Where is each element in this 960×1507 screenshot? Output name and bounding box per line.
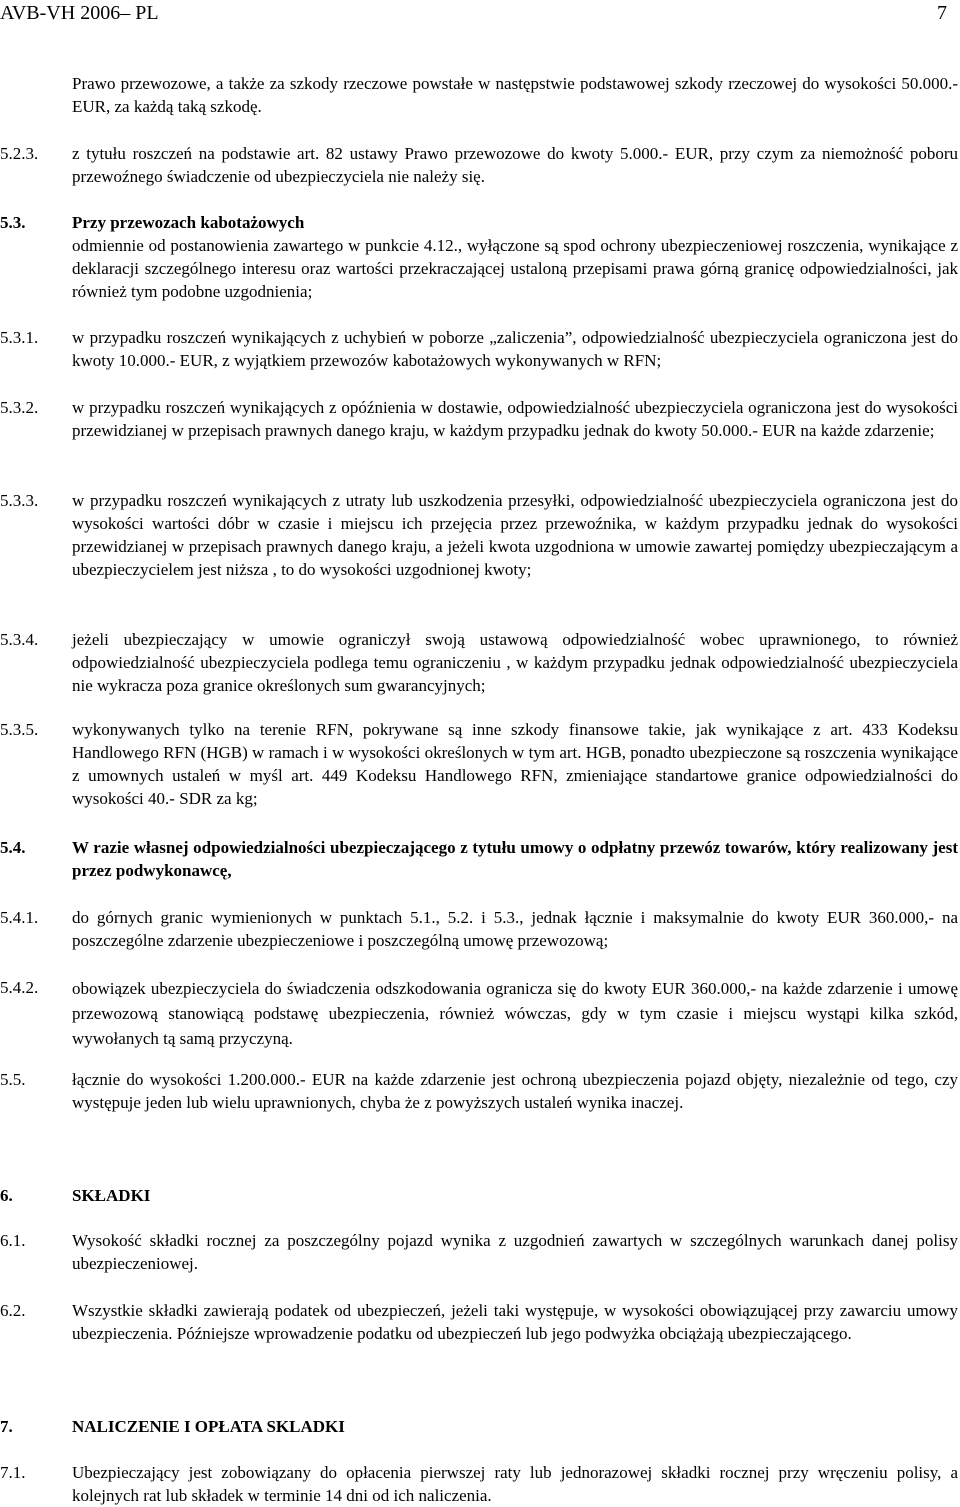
section-number: 5.2.3. bbox=[0, 144, 39, 163]
section-text: wykonywanych tylko na terenie RFN, pokrywane są inne szkody finansowe takie, jak wynikające z art. 433 Kodeksu Handlowego RFN (HGB) w ramach i w wysokości określonych w tym art. HGB, ponadto ubezpieczone są roszczenia wynikające z umownych ustaleń w myśl art. 449 Kodeksu Handlowego RFN, zmieniające standartowe granice odpowiedzialności do wysokości 40.- SDR za kg; bbox=[72, 720, 958, 808]
document-title: AVB-VH 2006– PL bbox=[0, 2, 159, 24]
section-number: 7.1. bbox=[0, 1463, 26, 1482]
section-5-3-text: odmiennie od postanowienia zawartego w punkcie 4.12., wyłączone są spod ochrony ubezpieczeniowej roszczenia, wynikające z deklaracji szczególnego interesu oraz wartości przekraczającej ustaloną przepisami prawa górną granicę odpowiedzialności, jak również tym podobne uzgodnienia; bbox=[72, 236, 958, 301]
section-text: do górnych granic wymienionych w punktach 5.1., 5.2. i 5.3., jednak łącznie i maksymalnie do kwoty EUR 360.000,- na poszczególne zdarzenie ubezpieczeniowe i poszczególną umowę przewozową; bbox=[72, 908, 958, 950]
section-text: Wszystkie składki zawierają podatek od ubezpieczeń, jeżeli taki występuje, w wysokości obowiązującej przy zawarciu umowy ubezpieczenia. Późniejsze wprowadzenie podatku od ubezpieczeń lub jego podwyżka obciążają ubezpieczającego. bbox=[72, 1301, 958, 1343]
section-text: łącznie do wysokości 1.200.000.- EUR na każde zdarzenie jest ochroną ubezpieczenia pojazd objęty, niezależnie od tego, czy występuje jeden lub wielu uprawnionych, chyba że z powyższych ustaleń wynika inaczej. bbox=[72, 1070, 958, 1112]
section-number: 5.3.1. bbox=[0, 328, 39, 347]
section-number: 5.3.5. bbox=[0, 720, 39, 739]
section-text: w przypadku roszczeń wynikających z opóźnienia w dostawie, odpowiedzialność ubezpieczyciela ograniczona jest do wysokości przewidzianej w przepisach prawnych danego kraju, w każdym przypadku jednak do kwoty 50.000.- EUR na każde zdarzenie; bbox=[72, 398, 958, 440]
section-text: W razie własnej odpowiedzialności ubezpieczającego z tytułu umowy o odpłatny przewóz towarów, który realizowany jest przez podwykonawcę, bbox=[72, 838, 958, 880]
section-number: 5.3. bbox=[0, 213, 26, 232]
section-number: 5.4.2. bbox=[0, 978, 39, 997]
section-text: w przypadku roszczeń wynikających z utraty lub uszkodzenia przesyłki, odpowiedzialność ubezpieczyciela ograniczona jest do wysokości wartości dóbr w czasie i miejscu ich przejęcia przez przewoźnika, w każdym przypadku jednak do wysokości przewidzianej w przepisach prawnych danego kraju, a jeżeli kwota uzgodniona w umowie zawartej pomiędzy ubezpieczającym a ubezpieczycielem jest niższa , to do wysokości uzgodnionej kwoty; bbox=[72, 491, 958, 579]
section-text: z tytułu roszczeń na podstawie art. 82 ustawy Prawo przewozowe do kwoty 5.000.- EUR, przy czym za niemożność poboru przewoźnego świadczenie od ubezpieczyciela nie należy się. bbox=[72, 144, 958, 186]
section-text: jeżeli ubezpieczający w umowie ograniczył swoją ustawową odpowiedzialność wobec uprawnionego, to również odpowiedzialność ubezpieczyciela podlega temu ograniczeniu , w każdym przypadku jednak odpowiedzialność ubezpieczyciela nie wykracza poza granice określonych sum gwarancyjnych; bbox=[72, 630, 958, 695]
section-number: 5.4.1. bbox=[0, 908, 39, 927]
section-text: w przypadku roszczeń wynikających z uchybień w poborze „zaliczenia”, odpowiedzialność ubezpieczyciela ograniczona jest do kwoty 10.000.- EUR, z wyjątkiem przewozów kabotażowych wykonywanych w RFN; bbox=[72, 328, 958, 370]
page-number: 7 bbox=[937, 2, 947, 24]
section-number: 6.2. bbox=[0, 1301, 26, 1320]
section-number: 5.3.3. bbox=[0, 491, 39, 510]
section-text: Ubezpieczający jest zobowiązany do opłacenia pierwszej raty lub jednorazowej składki rocznej przy wręczeniu polisy, a kolejnych rat lub składek w terminie 14 dni od ich naliczenia. bbox=[72, 1463, 958, 1505]
section-number: 5.3.2. bbox=[0, 398, 39, 417]
section-title: Przy przewozach kabotażowych bbox=[72, 213, 305, 232]
section-number: 7. bbox=[0, 1417, 13, 1436]
section-title: NALICZENIE I OPŁATA SKLADKI bbox=[72, 1417, 345, 1436]
section-number: 5.5. bbox=[0, 1070, 26, 1089]
section-title: SKŁADKI bbox=[72, 1186, 151, 1205]
section-number: 6.1. bbox=[0, 1231, 26, 1250]
section-number: 6. bbox=[0, 1186, 13, 1205]
intro-paragraph: Prawo przewozowe, a także za szkody rzeczowe powstałe w następstwie podstawowej szkody rzeczowej do wysokości 50.000.- EUR, za każdą taką szkodę. bbox=[72, 74, 958, 116]
section-number: 5.4. bbox=[0, 838, 26, 857]
section-text: Wysokość składki rocznej za poszczególny pojazd wynika z uzgodnień zawartych w szczególnych warunkach danej polisy ubezpieczeniowej. bbox=[72, 1231, 958, 1273]
section-number: 5.3.4. bbox=[0, 630, 39, 649]
section-text: obowiązek ubezpieczyciela do świadczenia odszkodowania ogranicza się do kwoty EUR 360.000,- na każde zdarzenie i umowę przewozową stanowiącą podstawę ubezpieczenia, również wówczas, gdy w tym czasie i miejscu wystąpi kilka szkód, wywołanych tą samą przyczyną. bbox=[72, 979, 958, 1048]
